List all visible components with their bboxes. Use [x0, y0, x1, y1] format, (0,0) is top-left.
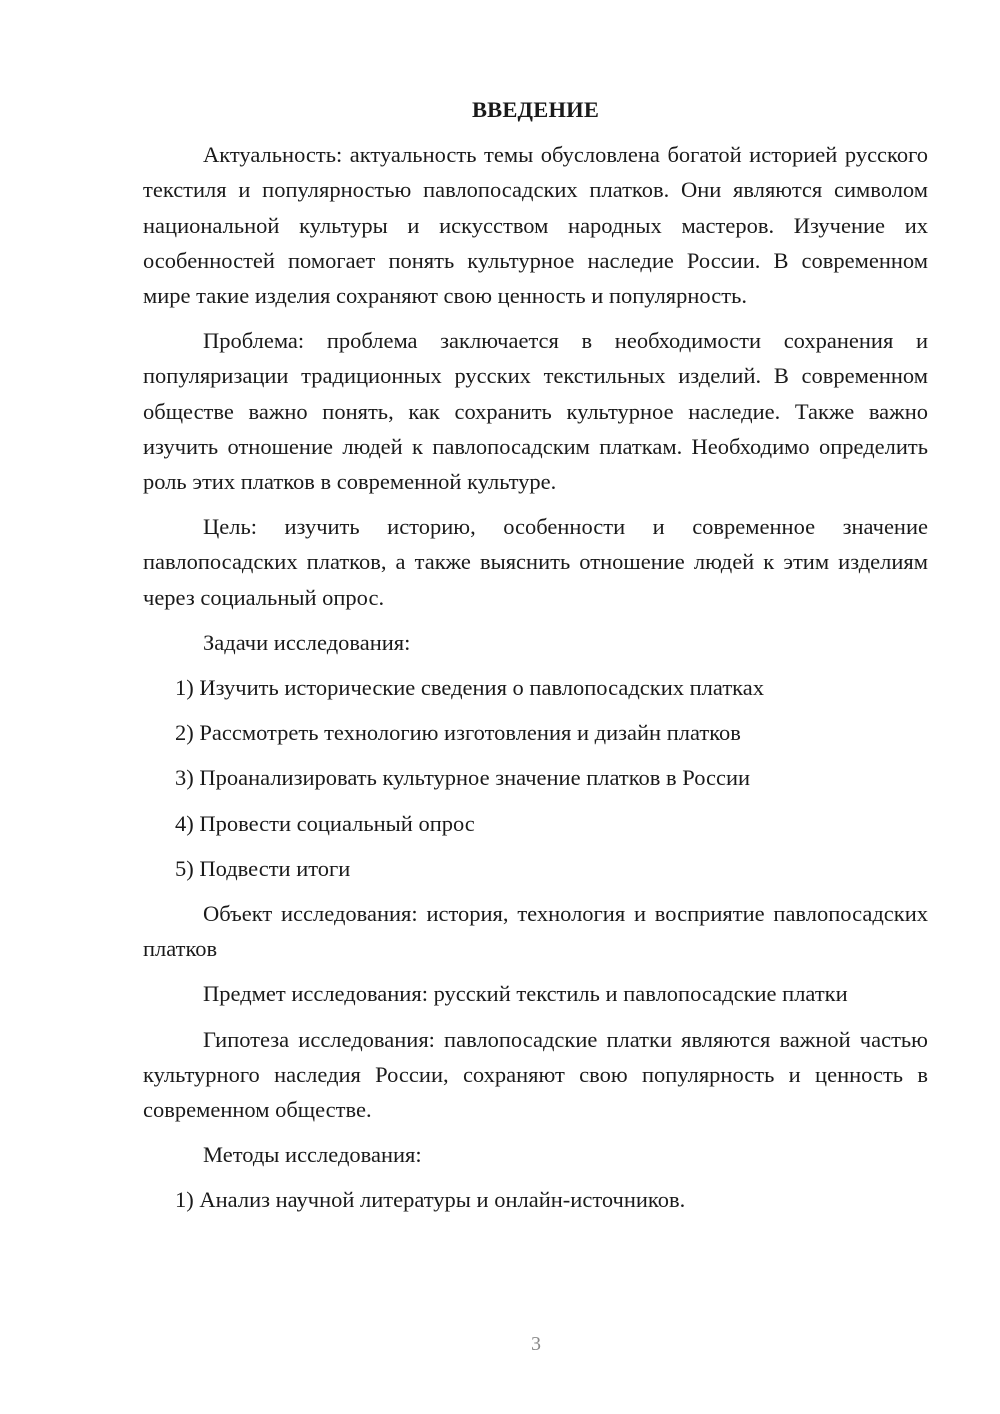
task-item: 5) Подвести итоги [175, 855, 351, 881]
problem-paragraph: Проблема: проблема заключается в необходимости сохранения и популяризации традиционных русских текстильных изделий. В современном обществе важно понять, как сохранить культурное наследие. Также важно изучить отношение людей к павлопосадским платкам. Необходимо определить роль этих платков в современной культуре. [143, 328, 928, 495]
tasks-heading: Задачи исследования: [203, 629, 411, 655]
page-number: 3 [531, 1333, 541, 1355]
task-item: 3) Проанализировать культурное значение платков в России [175, 765, 751, 791]
relevance-paragraph: Актуальность: актуальность темы обусловлена богатой историей русского текстиля и популярностью павлопосадских платков. Они являются символом национальной культуры и искусством народных мастеров. Изучение их особенностей помогает понять культурное наследие России. В современном мире такие изделия сохраняют свою ценность и популярность. [143, 142, 928, 309]
hypothesis-paragraph: Гипотеза исследования: павлопосадские платки являются важной частью культурного наследия России, сохраняют свою популярность и ценность в современном обществе. [143, 1026, 928, 1123]
methods-heading: Методы исследования: [203, 1142, 422, 1168]
object-paragraph: Объект исследования: история, технология и восприятие павлопосадских платков [143, 901, 928, 962]
task-item: 2) Рассмотреть технологию изготовления и дизайн платков [175, 720, 741, 746]
task-item: 1) Изучить исторические сведения о павлопосадских платках [175, 675, 764, 701]
method-item: 1) Анализ научной литературы и онлайн-источников. [175, 1187, 686, 1213]
document-page [143, 92, 928, 1228]
task-item: 4) Провести социальный опрос [175, 810, 475, 836]
methods-list [143, 1182, 928, 1217]
subject-paragraph: Предмет исследования: русский текстиль и павлопосадские платки [203, 981, 848, 1007]
goal-paragraph: Цель: изучить историю, особенности и современное значение павлопосадских платков, а также выяснить отношение людей к этим изделиям через социальный опрос. [143, 514, 928, 610]
section-title: ВВЕДЕНИЕ [471, 97, 600, 122]
tasks-list [143, 670, 928, 886]
